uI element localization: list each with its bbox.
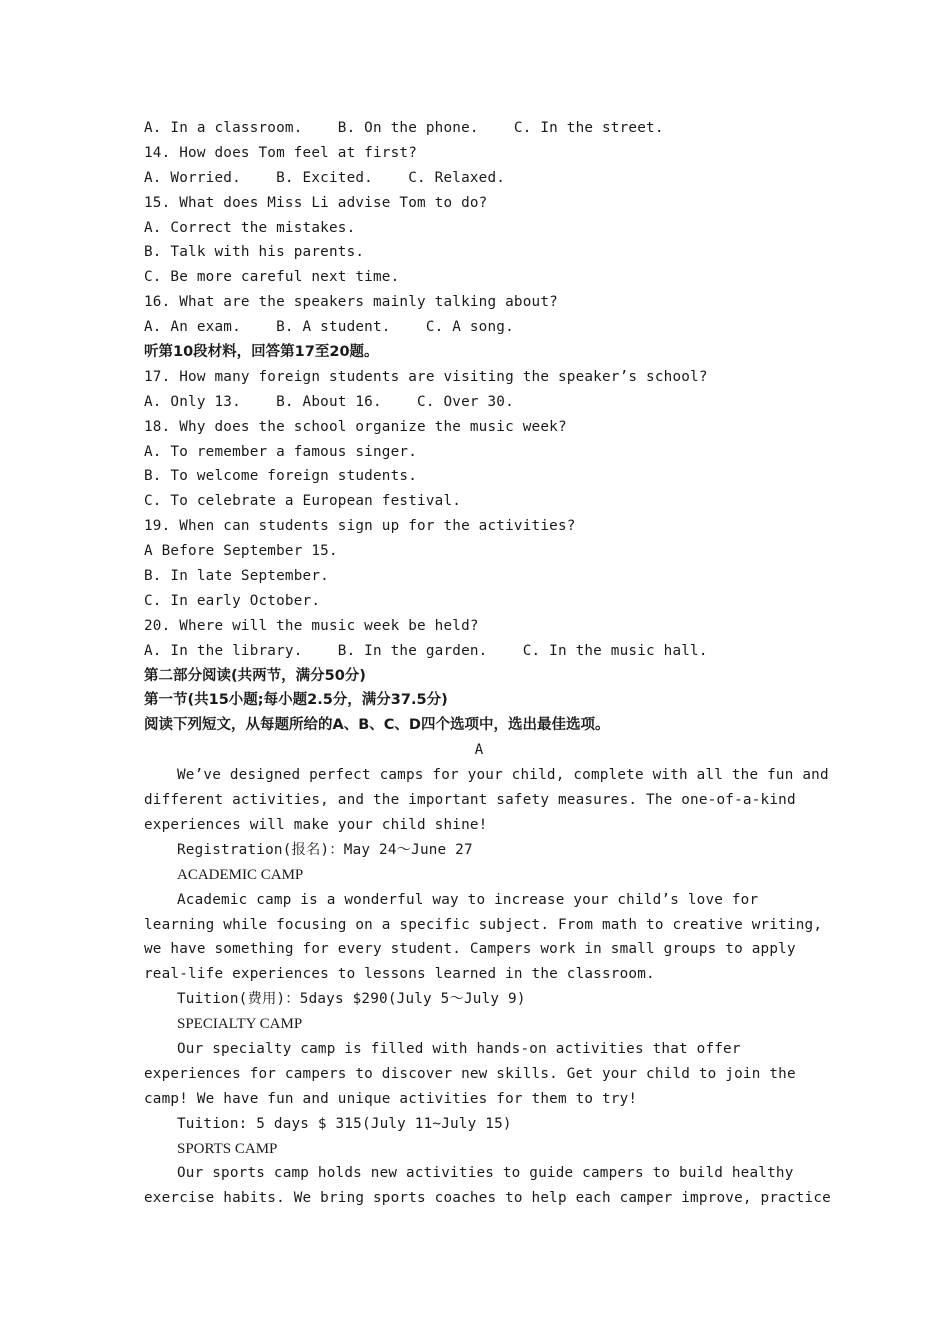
specialty-line: camp! We have fun and unique activities for them to try!	[144, 1090, 638, 1107]
page-content	[144, 116, 831, 1211]
academic-line: real-life experiences to lessons learned in the classroom.	[144, 966, 655, 983]
q19-question: 19. When can students sign up for the activities?	[144, 518, 576, 535]
sports-camp-title: SPORTS CAMP	[177, 1140, 278, 1157]
specialty-line: Our specialty camp is filled with hands-on activities that offer	[177, 1040, 741, 1057]
intro-line: experiences will make your child shine!	[144, 816, 488, 833]
intro-line: different activities, and the important safety measures. The one-of-a-kind	[144, 792, 796, 809]
q16-question: 16. What are the speakers mainly talking about?	[144, 294, 558, 311]
q13-options: A. In a classroom. B. On the phone. C. In the street.	[144, 120, 664, 136]
academic-line: we have something for every student. Campers work in small groups to apply	[144, 941, 796, 958]
q19-option-a: A Before September 15.	[144, 543, 338, 560]
academic-camp-title: ACADEMIC CAMP	[177, 866, 304, 883]
passage-label: A	[474, 742, 484, 759]
q14-options: A. Worried. B. Excited. C. Relaxed.	[144, 169, 506, 186]
specialty-camp-title: SPECIALTY CAMP	[177, 1016, 303, 1033]
intro-line: We’ve designed perfect camps for your child, complete with all the fun and	[177, 767, 829, 784]
academic-line: Academic camp is a wonderful way to increase your child’s love for	[177, 891, 759, 908]
q20-options: A. In the library. B. In the garden. C. In the music hall.	[144, 642, 708, 659]
q17-question: 17. How many foreign students are visiting the speaker’s school?	[144, 368, 708, 385]
q14-question: 14. How does Tom feel at first?	[144, 144, 418, 161]
section-10-heading: 听第10段材料，回答第17至20题。	[144, 344, 379, 361]
academic-tuition: Tuition(费用)：5days $290(July 5～July 9)	[177, 991, 526, 1008]
q18-option-c: C. To celebrate a European festival.	[144, 493, 462, 510]
q18-option-b: B. To welcome foreign students.	[144, 468, 418, 485]
part-two-title: 第二部分阅读(共两节，满分50分)	[144, 667, 366, 684]
q15-question: 15. What does Miss Li advise Tom to do?	[144, 194, 488, 211]
q18-question: 18. Why does the school organize the music week?	[144, 418, 567, 435]
q19-option-b: B. In late September.	[144, 568, 329, 585]
q15-option-c: C. Be more careful next time.	[144, 269, 400, 286]
q16-options: A. An exam. B. A student. C. A song.	[144, 319, 514, 336]
reading-instruction: 阅读下列短文，从每题所给的A、B、C、D四个选项中，选出最佳选项。	[144, 717, 610, 734]
sports-line: Our sports camp holds new activities to guide campers to build healthy	[177, 1165, 794, 1182]
section-one-title: 第一节(共15小题;每小题2.5分，满分37.5分)	[144, 692, 448, 709]
sports-line: exercise habits. We bring sports coaches to help each camper improve, practice	[144, 1190, 831, 1207]
registration-line: Registration(报名)：May 24～June 27	[177, 841, 473, 858]
q15-option-b: B. Talk with his parents.	[144, 244, 365, 261]
q20-question: 20. Where will the music week be held?	[144, 617, 479, 634]
q15-option-a: A. Correct the mistakes.	[144, 219, 356, 236]
specialty-line: experiences for campers to discover new skills. Get your child to join the	[144, 1065, 796, 1082]
academic-line: learning while focusing on a specific subject. From math to creative writing,	[144, 916, 823, 933]
q19-option-c: C. In early October.	[144, 592, 321, 609]
q17-options: A. Only 13. B. About 16. C. Over 30.	[144, 393, 514, 410]
specialty-tuition: Tuition: 5 days $ 315(July 11~July 15)	[177, 1115, 512, 1132]
q18-option-a: A. To remember a famous singer.	[144, 443, 418, 460]
